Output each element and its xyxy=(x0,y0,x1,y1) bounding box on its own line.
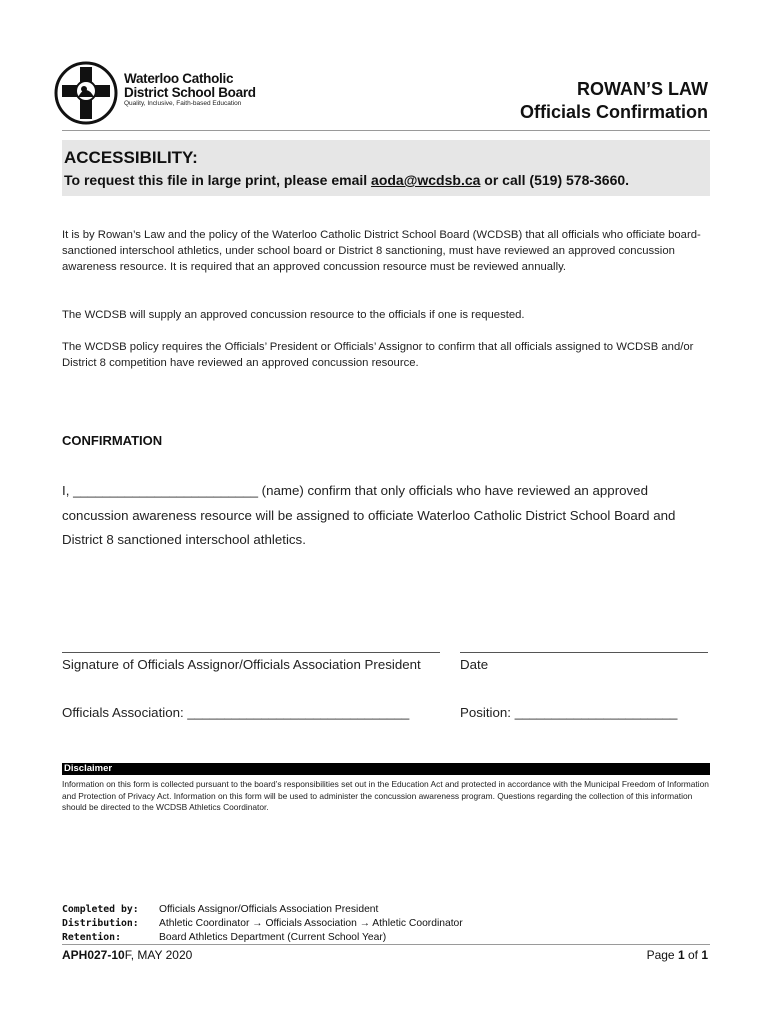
policy-paragraph-1: It is by Rowan’s Law and the policy of the Waterloo Catholic District School Board (WCDSB) that all officials who officiate board-sanctioned interschool athletics, under school board or District 8 sanctioning, must have reviewed an approved concussion awareness resource. It is required that an approved concussion resource must be reviewed annually. xyxy=(62,229,701,273)
confirmation-line-3: District 8 sanctioned interschool athletics. xyxy=(62,532,306,547)
signature-label: Signature of Officials Assignor/Officials Association President xyxy=(62,657,421,672)
disclaimer-text: Information on this form is collected pursuant to the board’s responsibilities set out in the Education Act and protected in accordance with the Municipal Freedom of Information and Protection of Privacy Act. Information on this form will be used to administer the concussion awareness program. Questions regarding the collection of this information should be directed to the WCDSB Athletics Coordinator. xyxy=(62,779,709,812)
officials-association-field[interactable]: Officials Association: ______________________________ xyxy=(62,705,410,720)
document-title xyxy=(520,78,708,124)
date-label: Date xyxy=(460,657,489,672)
form-code-bold: APH027-10 xyxy=(62,948,125,962)
footer-divider xyxy=(62,944,710,945)
title-rowans-law: ROWAN’S LAW xyxy=(577,79,708,99)
confirmation-line-2: concussion awareness resource will be assigned to officiate Waterloo Catholic District School Board and xyxy=(62,508,676,523)
distribution-value: Athletic Coordinator → Officials Association → Athletic Coordinator xyxy=(159,918,463,929)
routing-info xyxy=(62,903,463,945)
org-name-line1: Waterloo Catholic xyxy=(124,71,234,86)
disclaimer-bar xyxy=(62,763,710,775)
retention-value: Board Athletics Department (Current School Year) xyxy=(159,932,387,943)
page-prefix: Page xyxy=(646,948,678,962)
disclaimer-title: Disclaimer xyxy=(64,763,113,774)
confirmation-heading: CONFIRMATION xyxy=(62,433,163,448)
accessibility-text-post: or call (519) 578-3660. xyxy=(480,172,630,188)
distribution-label: Distribution: xyxy=(62,918,139,929)
distribution-row xyxy=(62,917,463,931)
accessibility-box xyxy=(62,140,710,196)
page-current: 1 xyxy=(677,948,685,962)
completed-by-value: Officials Assignor/Officials Association President xyxy=(159,904,379,915)
wcdsb-logo-icon xyxy=(54,61,118,125)
accessibility-text-pre: To request this file in large print, please email xyxy=(64,172,372,188)
date-field-line[interactable] xyxy=(460,652,708,653)
retention-row xyxy=(62,931,463,945)
completed-by-label: Completed by: xyxy=(62,904,139,915)
form-code-date: F, MAY 2020 xyxy=(124,948,193,962)
confirmation-line-1[interactable]: I, _________________________ (name) confirm that only officials who have reviewed an approved xyxy=(62,483,648,498)
header-divider xyxy=(62,130,710,131)
org-tagline: Quality, Inclusive, Faith-based Education xyxy=(124,100,242,107)
completed-by-row xyxy=(62,903,463,917)
accessibility-heading: ACCESSIBILITY: xyxy=(64,148,198,167)
policy-paragraph-3: The WCDSB policy requires the Officials’ President or Officials’ Assignor to confirm that all officials assigned to WCDSB and/or District 8 competition have reviewed an approved concussion resource. xyxy=(62,341,694,369)
accessibility-email-link[interactable]: aoda@wcdsb.ca xyxy=(371,172,481,188)
form-code xyxy=(62,948,192,962)
page-of: of xyxy=(684,948,702,962)
retention-label: Retention: xyxy=(62,932,121,943)
signature-field-line[interactable] xyxy=(62,652,440,653)
accessibility-text xyxy=(64,172,629,188)
page-number xyxy=(647,948,708,962)
position-field[interactable]: Position: ______________________ xyxy=(460,705,678,720)
page-total: 1 xyxy=(701,948,708,962)
org-name-block xyxy=(124,72,256,108)
title-officials-confirmation: Officials Confirmation xyxy=(519,102,708,122)
policy-paragraph-2: The WCDSB will supply an approved concussion resource to the officials if one is requested. xyxy=(62,309,525,321)
org-name-line2: District School Board xyxy=(124,84,256,100)
